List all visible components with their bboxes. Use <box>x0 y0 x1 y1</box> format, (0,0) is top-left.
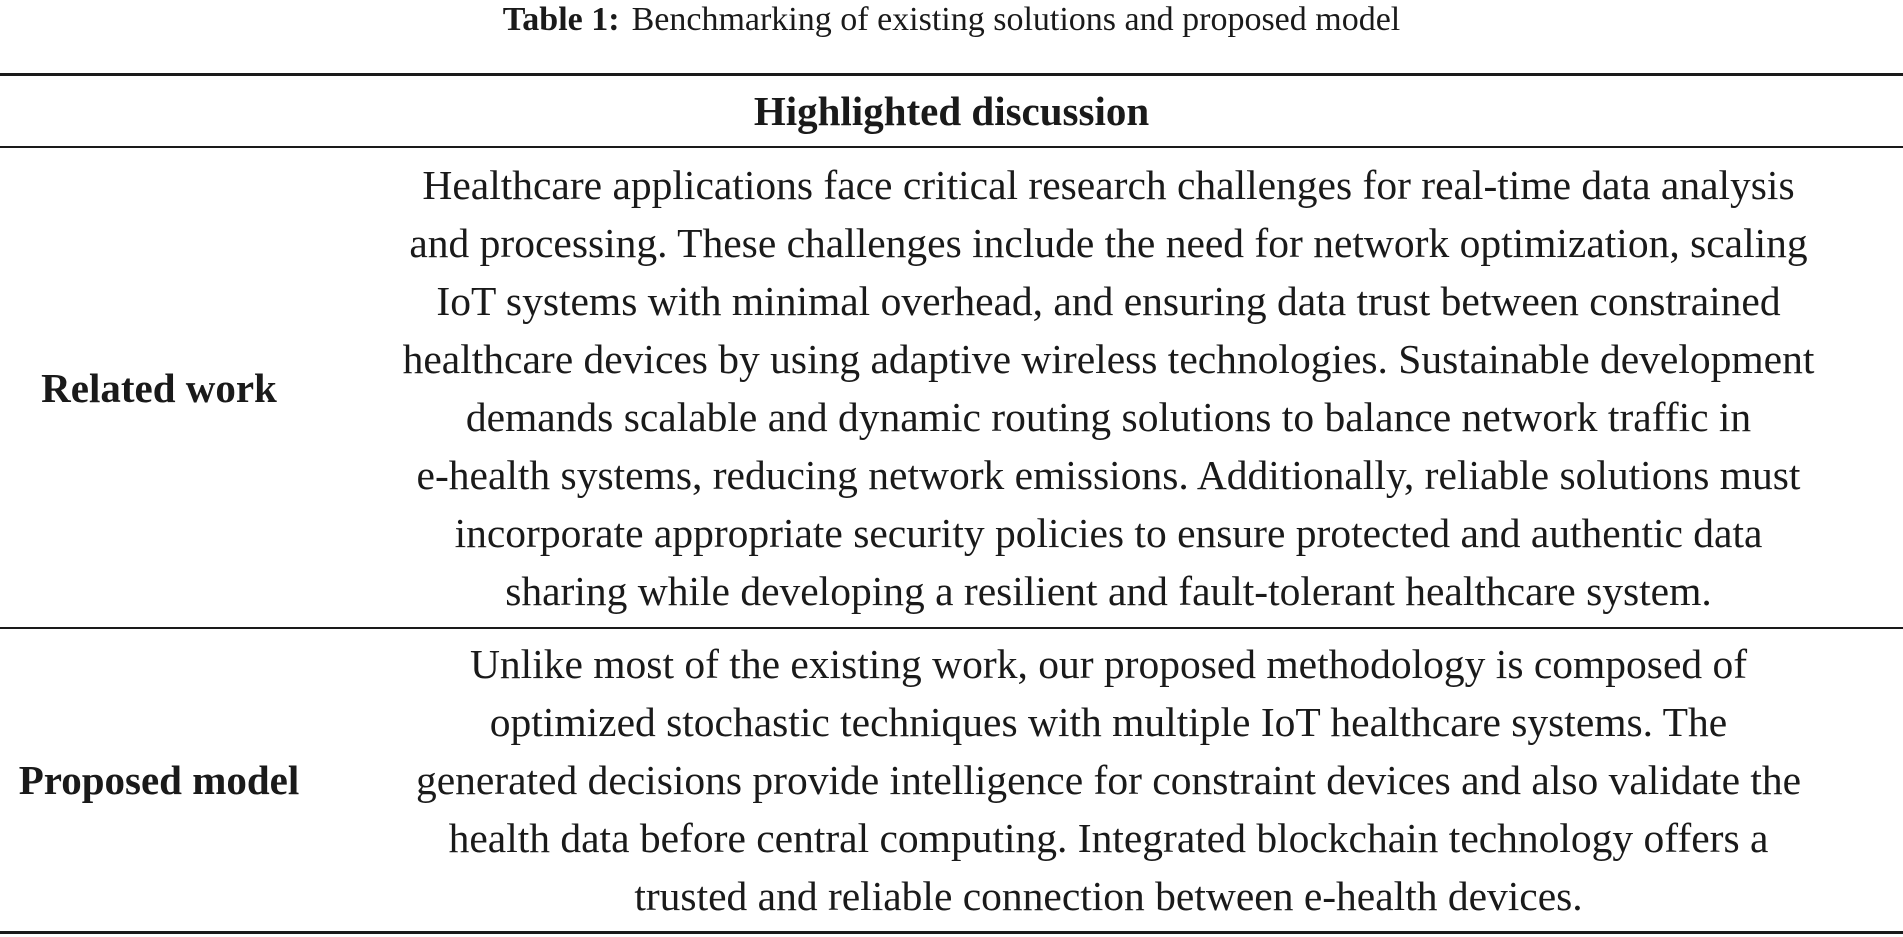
text-line: incorporate appropriate security policies to ensure protected and authentic data <box>454 509 1763 556</box>
row-label-proposed-model: Proposed model <box>18 757 300 803</box>
text-line: e-health systems, reducing network emissions. Additionally, reliable solutions must <box>416 451 1801 498</box>
table-header-row <box>0 76 1903 146</box>
text-line: Unlike most of the existing work, our proposed methodology is composed of <box>469 641 1748 687</box>
text-line: demands scalable and dynamic routing solutions to balance network traffic in <box>465 393 1752 440</box>
text-line: and processing. These challenges include the need for network optimization, scaling <box>409 219 1808 266</box>
text-line: health data before central computing. Integrated blockchain technology offers a <box>448 815 1769 861</box>
table-header-highlighted-discussion: Highlighted discussion <box>753 88 1150 134</box>
row-text-proposed-model <box>318 629 1903 931</box>
text-line: trusted and reliable connection between e-health devices. <box>634 873 1583 919</box>
table-row-proposed-model <box>0 629 1903 931</box>
row-text-related-work <box>318 148 1903 627</box>
text-line: healthcare devices by using adaptive wireless technologies. Sustainable development <box>402 335 1815 382</box>
text-line: Healthcare applications face critical research challenges for real-time data analysis <box>422 161 1795 208</box>
text-line: IoT systems with minimal overhead, and ensuring data trust between constrained <box>436 277 1781 324</box>
text-line: optimized stochastic techniques with multiple IoT healthcare systems. The <box>489 699 1728 745</box>
table-caption-text: Benchmarking of existing solutions and proposed model <box>631 1 1401 38</box>
row-label-related-work: Related work <box>41 364 277 411</box>
table-caption-label: Table 1: <box>502 1 620 38</box>
table-bottom-rule <box>0 931 1903 934</box>
table-row-related-work <box>0 148 1903 627</box>
table-caption <box>0 0 1903 44</box>
text-line: generated decisions provide intelligence for constraint devices and also validate the <box>415 757 1802 803</box>
text-line: sharing while developing a resilient and fault-tolerant healthcare system. <box>505 567 1712 614</box>
